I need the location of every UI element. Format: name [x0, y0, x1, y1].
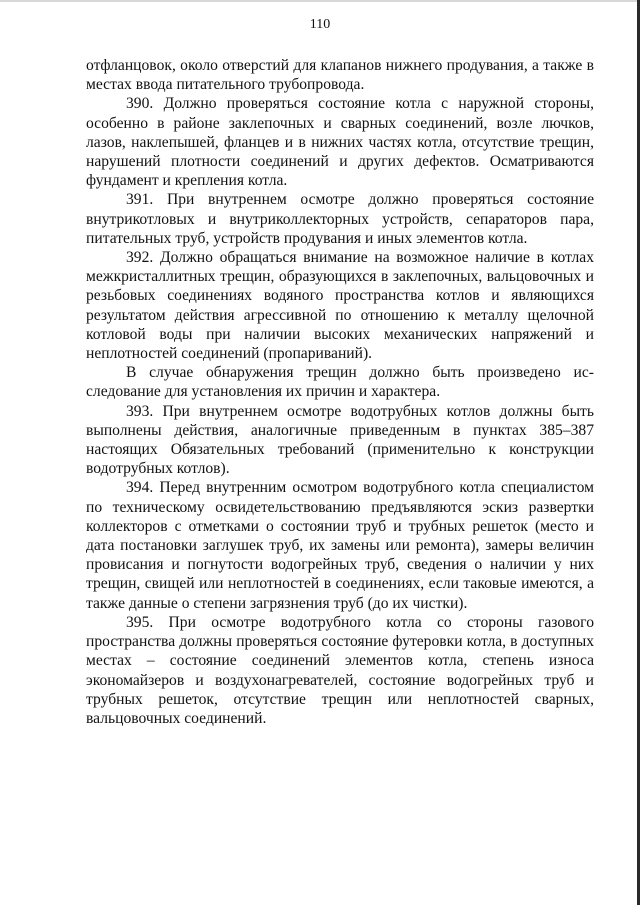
paragraph-391: 391. При внутреннем осмотре должно проверяться состояние внутрикотловых и внутриколлекторных устройств, сепараторов пара, питательных труб, устройств продувания и иных элементов котла. — [86, 191, 594, 247]
document-body — [86, 56, 594, 728]
paragraph-394: 394. Перед внутренним осмотром водотрубного котла специалистом по техническому освидетельствованию предъявляются эскиз развертки коллекторов с отметками о состоянии труб и трубных решеток (место и дата постановки заглушек труб, их замены или ремонта), замеры величин провисания и погнутости водогрейных труб, сведения о наличии у них трещин, свищей или неплотностей в соединениях, если таковые имеются, а также данные о степени загрязнения труб (до их чистки). — [86, 479, 594, 612]
paragraph-392: 392. Должно обращаться внимание на возможное наличие в котлах межкристаллитных трещин, образующихся в заклепочных, вальцовочных и резьбовых соединениях водяного пространства котлов и являющихся результатом действия агрессивной по отношению к металлу щелочной котловой воды при наличии высоких механических напряжений и неплотностей соединений (пропариваний). — [86, 249, 594, 363]
page-number: 110 — [309, 17, 331, 32]
paragraph-395: 395. При осмотре водотрубного котла со стороны газового пространства должны проверяться состояние футеровки котла, в доступных местах – состояние соединений элементов котла, степень износа экономайзеров и воздухонагревателей, состояние водогрейных труб и трубных решеток, отсутствие трещин или неплотностей сварных, вальцовочных соединений. — [86, 613, 594, 727]
paragraph-cracks-investigation: В случае обнаружения трещин должно быть произведено исследование для установления их причин и характера. — [86, 364, 594, 401]
paragraph-continuation: отфланцовок, около отверстий для клапанов нижнего продувания, а также в местах ввода питательного трубопровода. — [86, 57, 594, 94]
paragraph-390: 390. Должно проверяться состояние котла с наружной стороны, особенно в районе заклепочных и сварных соединений, возле лючков, лазов, наклепышей, фланцев и в нижних частях котла, отсутствие трещин, нарушений плотности соединений и других дефектов. Осматриваются фундамент и крепления котла. — [86, 95, 594, 190]
paragraph-393: 393. При внутреннем осмотре водотрубных котлов должны быть выполнены действия, аналогичные приведенным в пунктах 385–387 настоящих Обязательных требований (применительно к конструкции водотрубных котлов). — [86, 402, 594, 478]
